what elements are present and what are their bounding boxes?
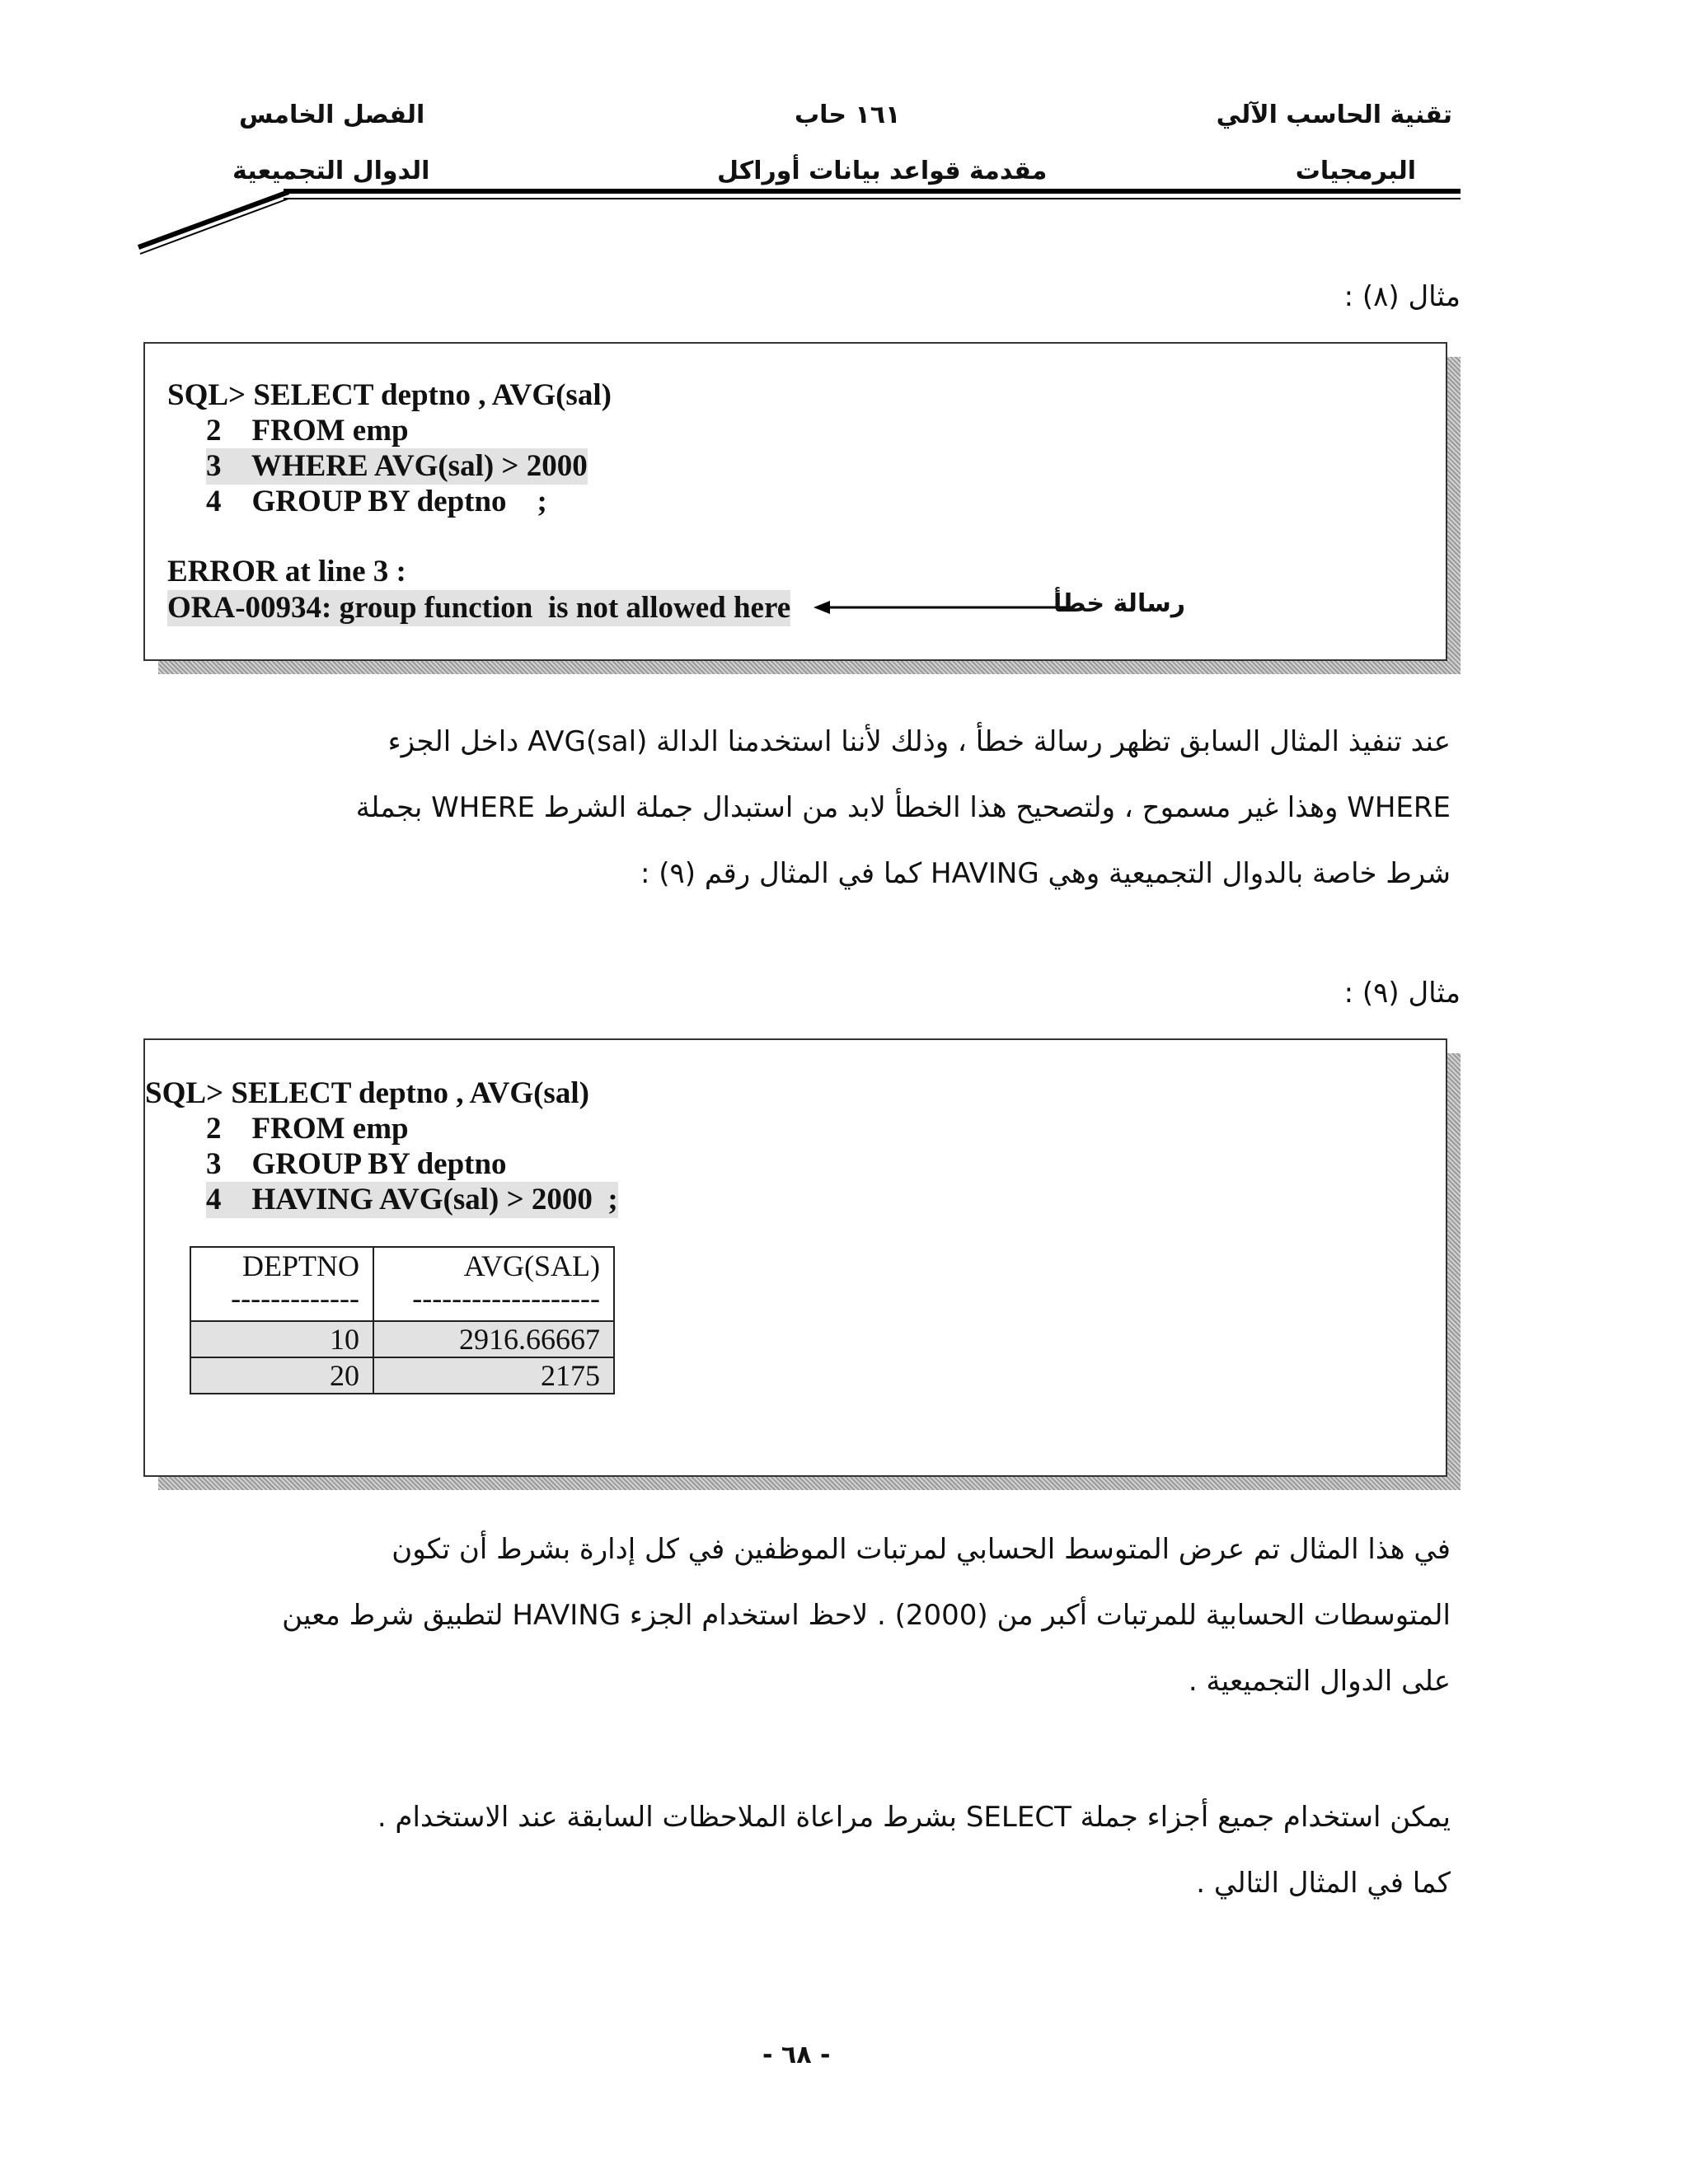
paragraph-1 bbox=[140, 709, 1451, 907]
example8-error-line-1: ERROR at line 3 : bbox=[167, 555, 406, 588]
table-row bbox=[190, 1321, 614, 1357]
example9-code-line-4: 4 HAVING AVG(sal) > 2000 ; bbox=[206, 1183, 618, 1216]
example8-code-line-1: SQL> SELECT deptno , AVG(sal) bbox=[167, 378, 612, 412]
example8-code-line-4: 4 GROUP BY deptno ; bbox=[206, 485, 547, 518]
header-right-top: تقنية الحاسب الآلي bbox=[1216, 101, 1452, 129]
example9-code-line-3: 3 GROUP BY deptno bbox=[206, 1147, 507, 1181]
result-cell-avg: 2916.66667 bbox=[373, 1321, 614, 1357]
result-header-avg-label: AVG(SAL) bbox=[463, 1249, 600, 1282]
paragraph-1-line-3: شرط خاصة بالدوال التجميعية وهي HAVING كما في المثال رقم (٩) : bbox=[640, 857, 1451, 890]
example9-code-line-1: SQL> SELECT deptno , AVG(sal) bbox=[145, 1076, 589, 1110]
result-header-deptno-separator: ------------- bbox=[231, 1282, 359, 1315]
paragraph-2-line-3: على الدوال التجميعية . bbox=[1188, 1665, 1451, 1698]
result-header-avg-separator: ------------------- bbox=[412, 1282, 600, 1315]
result-header-deptno bbox=[190, 1247, 373, 1321]
example8-title: مثال (٨) : bbox=[1343, 280, 1461, 313]
result-table bbox=[190, 1246, 615, 1394]
header-slant-rule bbox=[132, 185, 297, 260]
header-rule-thick bbox=[284, 189, 1461, 194]
paragraph-1-line-2: WHERE وهذا غير مسموح ، ولتصحيح هذا الخطأ لابد من استبدال جملة الشرط WHERE بجملة bbox=[355, 791, 1451, 824]
result-cell-avg: 2175 bbox=[373, 1357, 614, 1394]
header-right-bottom: البرمجيات bbox=[1295, 157, 1416, 185]
header-center-top: ١٦١ حاب bbox=[795, 101, 901, 129]
paragraph-1-line-1: عند تنفيذ المثال السابق تظهر رسالة خطأ ، وذلك لأننا استخدمنا الدالة (AVG(sal داخل الجزء bbox=[387, 725, 1451, 758]
paragraph-3-line-1: يمكن استخدام جميع أجزاء جملة SELECT بشرط مراعاة الملاحظات السابقة عند الاستخدام . bbox=[377, 1801, 1451, 1834]
header-rule-thin bbox=[284, 198, 1461, 199]
error-arrow bbox=[812, 595, 1080, 620]
result-cell-deptno: 20 bbox=[190, 1357, 373, 1394]
result-header-deptno-label: DEPTNO bbox=[242, 1249, 359, 1282]
paragraph-3-line-2: كما في المثال التالي . bbox=[1196, 1867, 1451, 1900]
result-table-header bbox=[190, 1247, 614, 1321]
paragraph-2-line-1: في هذا المثال تم عرض المتوسط الحسابي لمرتبات الموظفين في كل إدارة بشرط أن تكون bbox=[392, 1533, 1451, 1566]
error-label: رسالة خطأ bbox=[1053, 589, 1185, 618]
header-left-top: الفصل الخامس bbox=[239, 101, 425, 129]
header-center-bottom: مقدمة قواعد بيانات أوراكل bbox=[717, 157, 1048, 185]
example8-code-line-2: 2 FROM emp bbox=[206, 414, 409, 448]
result-cell-deptno: 10 bbox=[190, 1321, 373, 1357]
header-left-bottom: الدوال التجميعية bbox=[232, 157, 430, 185]
paragraph-3 bbox=[140, 1784, 1451, 1916]
result-header-avg bbox=[373, 1247, 614, 1321]
example9-code-line-2: 2 FROM emp bbox=[206, 1112, 409, 1146]
paragraph-2 bbox=[140, 1516, 1451, 1714]
paragraph-2-line-2: المتوسطات الحسابية للمرتبات أكبر من (2000) . لاحظ استخدام الجزء HAVING لتطبيق شرط معين bbox=[282, 1599, 1451, 1632]
example9-title: مثال (٩) : bbox=[1343, 977, 1461, 1010]
page-number: - ٦٨ - bbox=[762, 2041, 831, 2069]
table-row bbox=[190, 1357, 614, 1394]
example8-code-line-3: 3 WHERE AVG(sal) > 2000 bbox=[206, 449, 588, 483]
example8-error-line-2: ORA-00934: group function is not allowed here bbox=[167, 591, 791, 625]
